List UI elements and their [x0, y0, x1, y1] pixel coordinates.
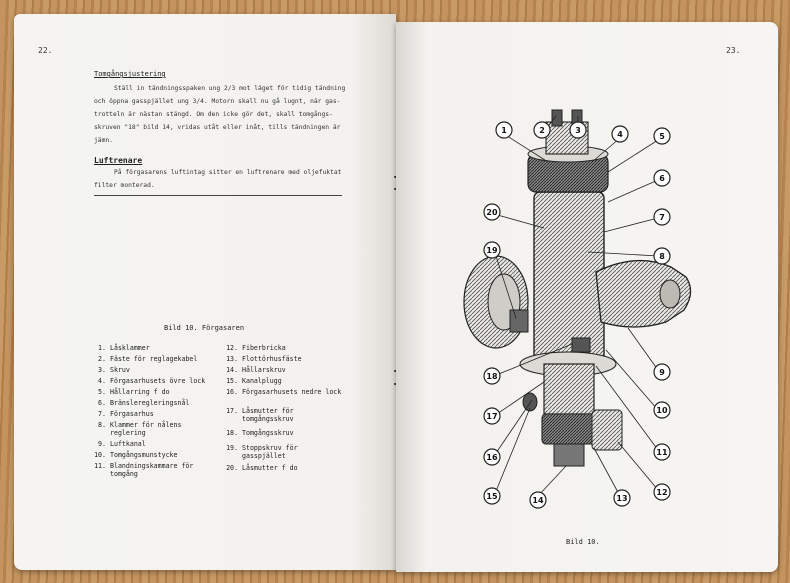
callout-15	[484, 488, 500, 504]
callout-13	[614, 490, 630, 506]
parts-list-left: 1. Låsklammer 2. Fäste för reglagekabel 3. Skruv 4. Förgasarhusets övre lock 5. Hållarring f do 6. Bränsleregleringsnål 7. Förgasarhus 8. Klammer för nålens reglering 9. Luftkanal 10. Tomgångsmunstycke 11. Blandningskammare för tomgång	[94, 344, 206, 478]
carburetor-diagram	[396, 82, 778, 552]
callout-19	[484, 242, 500, 258]
figure-caption-right: Bild 10.	[566, 538, 600, 546]
paragraph-line: och öppna gasspjället ung 3/4. Motorn skall nu gå lugnt, när gas-	[94, 98, 341, 105]
carburetor-body	[534, 192, 604, 362]
svg-text:19: 19	[486, 246, 498, 255]
callout-10	[654, 402, 670, 418]
right-page	[396, 22, 778, 572]
callout-3	[570, 122, 586, 138]
page-number-left: 22.	[38, 46, 53, 55]
callout-18	[484, 368, 500, 384]
callout-11	[654, 444, 670, 460]
section-paragraph-tomgang	[94, 82, 354, 147]
callout-5	[654, 128, 670, 144]
svg-text:2: 2	[539, 126, 545, 135]
parts-list-right: 12. Fiberbricka 13. Flottörhusfäste 14. Hållarskruv 15. Kanalplugg 16. Förgasarhusets nedre lock 17. Låsmutter för tomgångsskruv 18. Tomgångsskruv 19. Stoppskruv för gasspjället 20. Låsmutter f do	[226, 344, 342, 472]
svg-text:9: 9	[659, 368, 665, 377]
section-heading-luftrenare: Luftrenare	[94, 156, 143, 165]
svg-text:15: 15	[486, 492, 498, 501]
svg-text:4: 4	[617, 130, 623, 139]
paragraph-line: jämn.	[94, 137, 113, 144]
svg-text:13: 13	[616, 494, 628, 503]
callout-4	[612, 126, 628, 142]
section-paragraph-luftrenare	[94, 166, 354, 192]
float-bowl	[544, 364, 594, 414]
svg-text:20: 20	[486, 208, 498, 217]
callout-7	[654, 209, 670, 225]
callout-6	[654, 170, 670, 186]
callout-8	[654, 248, 670, 264]
callout-16	[484, 449, 500, 465]
callout-20	[484, 204, 500, 220]
section-heading-tomgang: Tomgångsjustering	[94, 70, 166, 78]
svg-text:6: 6	[659, 174, 665, 183]
callout-1	[496, 122, 512, 138]
svg-text:11: 11	[656, 448, 668, 457]
paragraph-line: Ställ in tändningsspaken ung 2/3 mot läget för tidig tändning	[114, 85, 346, 92]
paragraph-line: trotteln är nästan stängd. Om den icke gör det, skall tomgångs-	[94, 111, 333, 118]
svg-text:5: 5	[659, 132, 665, 141]
svg-text:18: 18	[486, 372, 498, 381]
callout-14	[530, 492, 546, 508]
svg-text:1: 1	[501, 126, 507, 135]
left-page	[14, 14, 396, 570]
callout-9	[654, 364, 670, 380]
callout-12	[654, 484, 670, 500]
callout-17	[484, 408, 500, 424]
section-divider	[94, 195, 342, 196]
figure-caption-left: Bild 10. Förgasaren	[164, 324, 245, 332]
svg-text:17: 17	[486, 412, 498, 421]
svg-text:7: 7	[659, 213, 665, 222]
svg-text:12: 12	[656, 488, 668, 497]
paragraph-line: filter monterad.	[94, 182, 155, 189]
svg-text:10: 10	[656, 406, 668, 415]
callout-2	[534, 122, 550, 138]
svg-text:16: 16	[486, 453, 498, 462]
svg-text:3: 3	[575, 126, 581, 135]
page-number-right: 23.	[726, 46, 741, 55]
svg-text:8: 8	[659, 252, 665, 261]
paragraph-line: skruven "18" bild 14, vridas utåt eller inåt, tills tändningen är	[94, 124, 341, 131]
svg-text:14: 14	[532, 496, 544, 505]
paragraph-line: På förgasarens luftintag sitter en luftrenare med oljefuktat	[114, 169, 342, 176]
